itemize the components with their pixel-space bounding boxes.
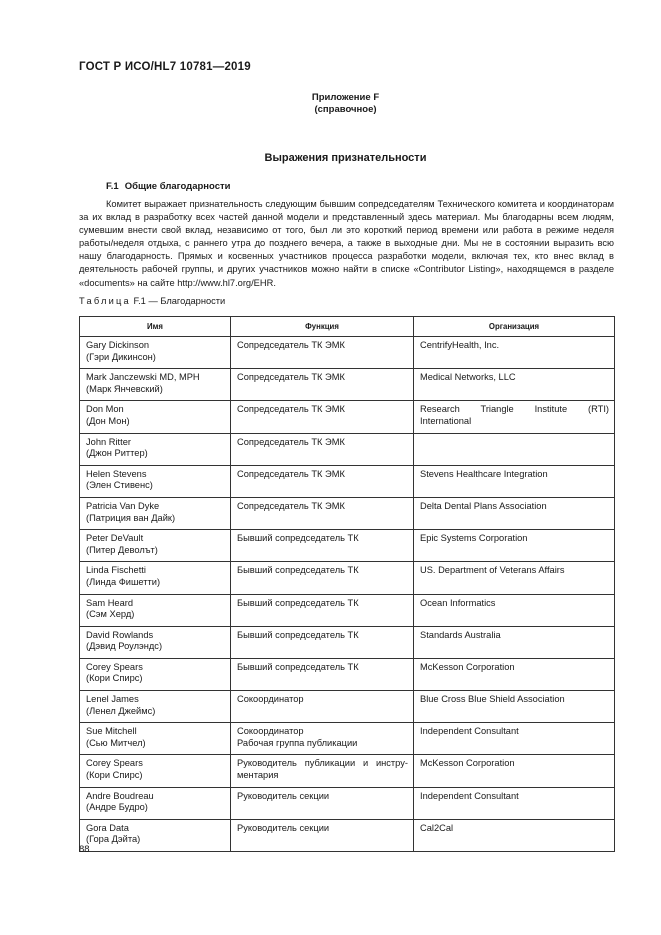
table-row [80,530,615,562]
table-caption [79,296,225,306]
cell-role-line: Сопредседатель ТК ЭМК [237,404,345,415]
cell-name-line: David Rowlands [86,629,154,640]
cell-name-line: Helen Stevens [86,468,147,479]
table-row [80,562,615,594]
cell-role [231,755,414,787]
cell-name [80,562,231,594]
cell-organization [414,626,615,658]
cell-role-line: Рабочая группа публикации [237,737,358,748]
cell-name-line: (Гэри Дикинсон) [86,351,156,362]
cell-name [80,787,231,819]
table-row [80,723,615,755]
cell-name-line: (Дэвид Роулэндс) [86,641,163,652]
cell-role-line: Бывший сопредседатель ТК [237,533,359,544]
cell-organization-line: Cal2Cal [420,822,454,833]
cell-role-line: Сопредседатель ТК ЭМК [237,340,345,350]
cell-organization-line: CentrifyHealth, Inc. [420,340,500,350]
cell-name-line: Linda Fischetti [86,565,146,576]
page-number: 88 [79,844,90,855]
cell-name-line: (Ленел Джеймс) [86,705,156,716]
cell-organization-line: McKesson Corporation [420,661,515,672]
cell-organization-line: Blue Cross Blue Shield Association [420,694,565,705]
cell-name-line: Sue Mitchell [86,726,137,737]
cell-name-line: (Джон Риттер) [86,448,148,459]
section-title: Выражения признательности [264,152,427,164]
cell-role [231,562,414,594]
cell-organization [414,658,615,690]
cell-role [231,530,414,562]
cell-role [231,819,414,851]
cell-organization-line: Independent Consultant [420,790,519,801]
subsection-heading [106,181,231,192]
cell-role [231,465,414,497]
cell-role-line: Сокоординатор [237,726,304,737]
cell-name [80,594,231,626]
table-caption-word: Таблица [79,296,131,306]
cell-name-line: (Питер Деволът) [86,544,158,555]
table-header-row [80,317,615,337]
cell-name [80,658,231,690]
table-row [80,594,615,626]
cell-name [80,401,231,433]
cell-organization-line: McKesson Corporation [420,758,515,769]
appendix-title: Приложение F [311,92,380,103]
cell-role-line: Сокоординатор [237,694,304,705]
cell-name [80,433,231,465]
table-row [80,626,615,658]
cell-role [231,497,414,529]
cell-name-line: (Кори Спирс) [86,770,143,781]
cell-organization-line: Stevens Healthcare Integration [420,468,548,479]
cell-organization-line: Independent Consultant [420,726,519,737]
cell-role [231,369,414,401]
cell-role-line: Руководитель секции [237,822,330,833]
cell-name [80,530,231,562]
acknowledgement-paragraph: Комитет выражает признательность следующим бывшим сопредседателям Технического комитета и координаторам за их вклад в разработку всех частей данной модели и представленный здесь материал. Мы благодарны всем людям, сумевшим внести свой вклад, независимо от того, был ли это короткий период времени или работа в режиме неделя работы/неделя отдыха, с раннего утра до позднего вечера, а также в выходные дни. Мы не в состоянии выразить всю нашу благодарность. Прямых и косвенных участников процесса разработки модели, включая тех, кто внес вклад в деятельность рабочей группы, и других участников можно найти в списке «Contributor Listing», находящемся в разделе «documents» на сайте http://www.hl7.org/EHR. [79,199,614,288]
cell-name-line: (Дон Мон) [86,415,130,426]
cell-role-line: ментария [237,770,279,781]
cell-name [80,691,231,723]
table-body [80,337,615,852]
cell-role-line: Бывший сопредседатель ТК [237,597,359,608]
cell-organization [414,755,615,787]
cell-name-line: Peter DeVault [86,533,144,544]
cell-role-line: Бывший сопредседатель ТК [237,629,359,640]
standard-header: ГОСТ Р ИСО/HL7 10781—2019 [79,61,251,73]
table-row [80,465,615,497]
cell-organization [414,337,615,369]
cell-organization-line: Epic Systems Corporation [420,533,528,544]
cell-name [80,626,231,658]
table-row [80,497,615,529]
cell-name-line: (Сью Митчел) [86,737,146,748]
acknowledgements-table [79,316,615,852]
cell-role-line: Сопредседатель ТК ЭМК [237,468,345,479]
cell-name-line: (Марк Янчевский) [86,383,163,394]
cell-role-line: Руководитель публикации и инстру- [237,758,408,769]
cell-organization-line: US. Department of Veterans Affairs [420,565,565,576]
cell-name-line: Gary Dickinson [86,340,150,350]
header-organization: Организация [414,317,615,337]
table-row [80,755,615,787]
table-row [80,433,615,465]
appendix-heading [0,92,661,116]
table-caption-number: F.1 [133,296,146,306]
cell-organization [414,401,615,433]
cell-name-line: Lenel James [86,694,139,705]
cell-name-line: Andre Boudreau [86,790,154,801]
cell-organization-line: International [420,415,472,426]
cell-name-line: John Ritter [86,436,131,447]
subsection-title: Общие благодарности [124,181,231,192]
cell-organization-line: Standards Australia [420,629,501,640]
cell-name [80,337,231,369]
table-caption-title: — Благодарности [148,296,226,306]
cell-role [231,626,414,658]
cell-name [80,369,231,401]
cell-organization [414,530,615,562]
cell-role [231,723,414,755]
cell-organization [414,497,615,529]
cell-name-line: Mark Janczewski MD, MPH [86,372,200,383]
cell-name [80,755,231,787]
cell-role-line: Сопредседатель ТК ЭМК [237,372,345,383]
table-row [80,819,615,851]
cell-name-line: (Патриция ван Дайк) [86,512,176,523]
cell-name-line: (Кори Спирс) [86,673,143,684]
cell-role-line: Сопредседатель ТК ЭМК [237,500,345,511]
cell-organization [414,787,615,819]
appendix-type: (справочное) [314,104,377,115]
cell-name-line: Gora Data [86,822,129,833]
cell-name [80,819,231,851]
cell-role [231,594,414,626]
table-row [80,787,615,819]
cell-role-line: Сопредседатель ТК ЭМК [237,436,345,447]
cell-name-line: Corey Spears [86,661,143,672]
cell-organization [414,819,615,851]
cell-name [80,723,231,755]
table-row [80,658,615,690]
cell-role [231,658,414,690]
table-row [80,401,615,433]
table-row [80,369,615,401]
header-role: Функция [231,317,414,337]
cell-organization [414,369,615,401]
cell-organization-line: Ocean Informatics [420,597,496,608]
cell-name-line: Don Mon [86,404,124,415]
cell-name-line: (Сэм Херд) [86,609,135,620]
cell-organization-line: Research Triangle Institute (RTI) [420,404,609,415]
cell-name-line: Patricia Van Dyke [86,500,160,511]
cell-name-line: Sam Heard [86,597,134,608]
table-row [80,691,615,723]
cell-role [231,691,414,723]
cell-organization [414,723,615,755]
cell-name-line: (Андре Будро) [86,802,148,813]
cell-organization [414,433,615,465]
cell-role [231,787,414,819]
cell-organization [414,465,615,497]
cell-organization-line: Medical Networks, LLC [420,372,516,383]
cell-role [231,401,414,433]
cell-organization [414,691,615,723]
cell-name-line: (Гора Дэйта) [86,834,141,845]
table-row [80,337,615,369]
cell-role-line: Бывший сопредседатель ТК [237,565,359,576]
cell-role-line: Бывший сопредседатель ТК [237,661,359,672]
cell-name-line: (Линда Фишетти) [86,576,161,587]
cell-name-line: (Элен Стивенс) [86,480,153,491]
cell-name [80,465,231,497]
cell-name-line: Corey Spears [86,758,143,769]
cell-organization-line: Delta Dental Plans Association [420,500,547,511]
cell-role-line: Руководитель секции [237,790,330,801]
subsection-number: F.1 [106,181,119,192]
cell-role [231,337,414,369]
cell-name [80,497,231,529]
header-name: Имя [80,317,231,337]
cell-role [231,433,414,465]
cell-organization [414,562,615,594]
cell-organization [414,594,615,626]
